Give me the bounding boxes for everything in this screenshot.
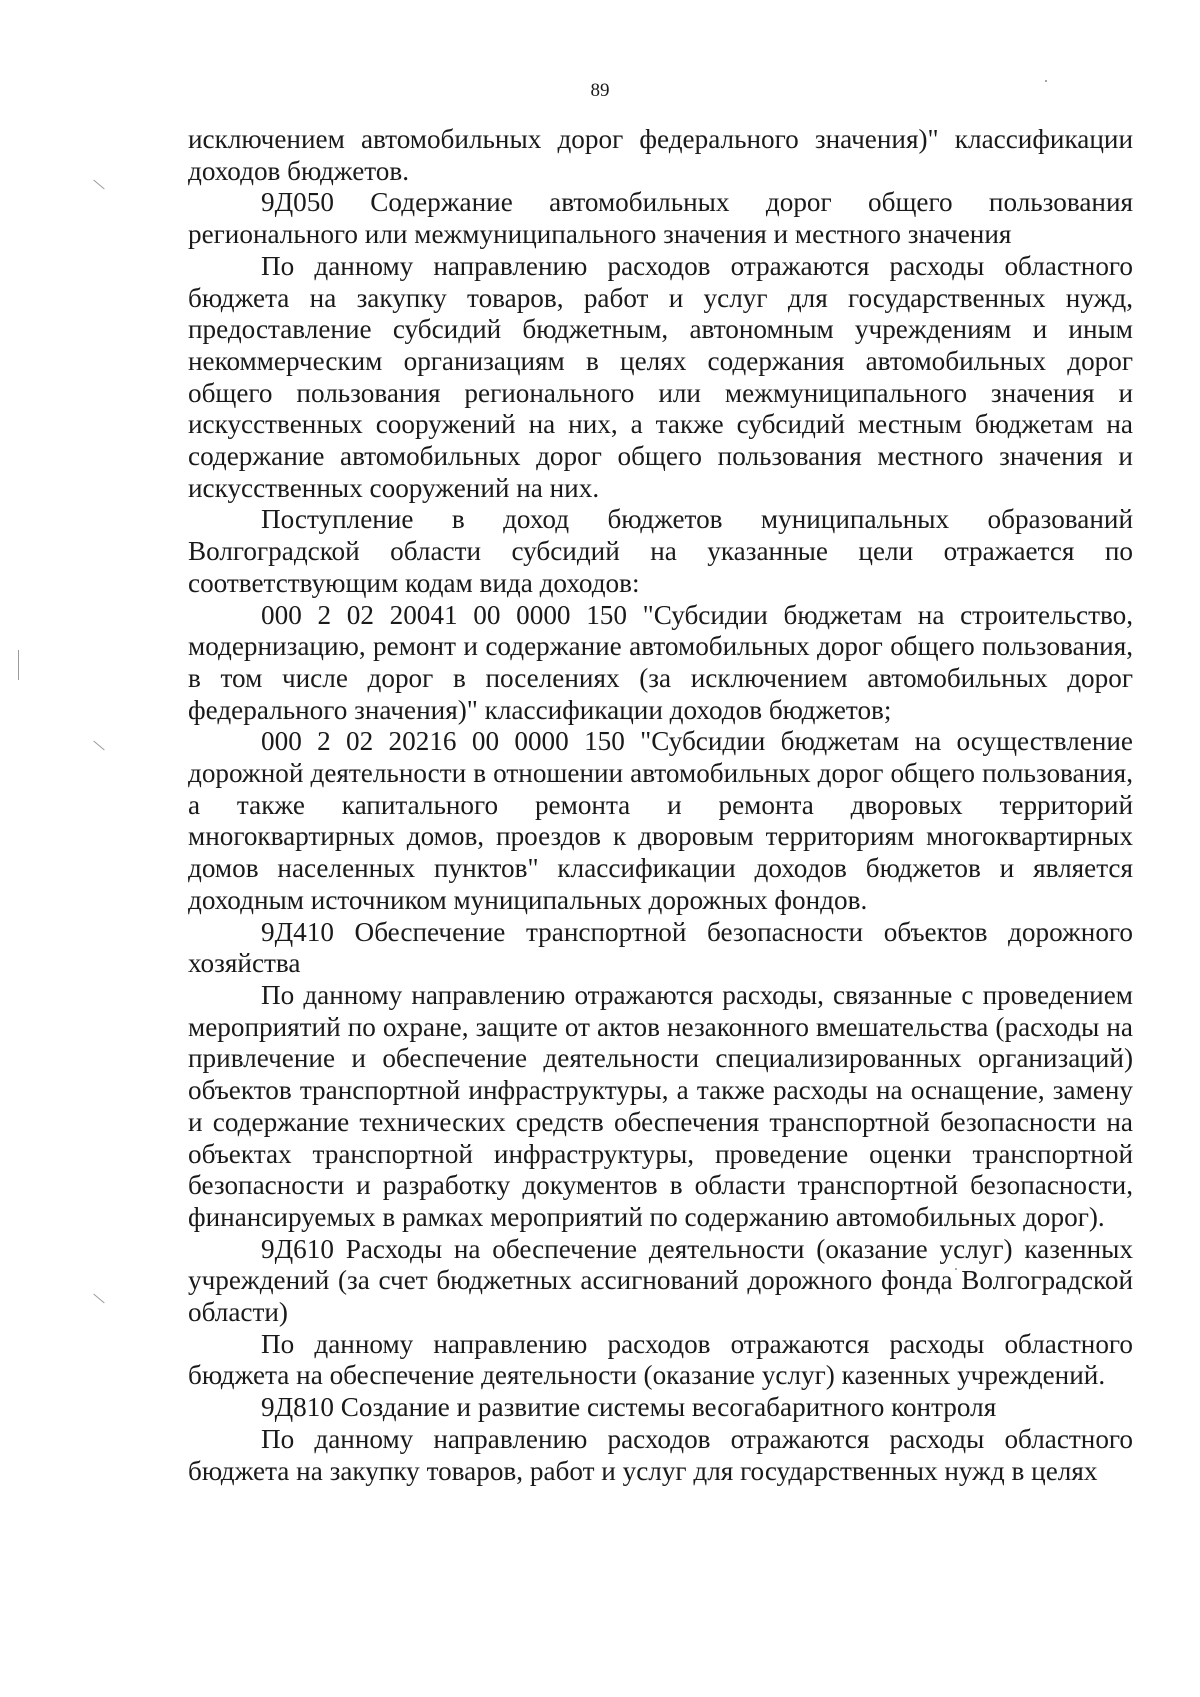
paragraph-9d410-description: По данному направлению отражаются расходы, связанные с проведением мероприятий по охране, защите от актов незаконного вмешательства (расходы на привлечение и обеспечение деятельности специализированных организаций) объектов транспортной инфраструктуры, а также расходы на оснащение, замену и содержание технических средств обеспечения транспортной безопасности на объектах транспортной инфраструктуры, проведение оценки транспортной безопасности и разработку документов в области транспортной безопасности, финансируемых в рамках мероприятий по содержанию автомобильных дорог). — [188, 979, 1133, 1232]
page-number: 89 — [590, 80, 610, 101]
scan-mark-left-4 — [18, 650, 19, 680]
paragraph-9d050-description: По данному направлению расходов отражаются расходы областного бюджета на закупку товаров, работ и услуг для государственных нужд, предоставление субсидий бюджетным, автономным учреждениям и иным некоммерческим организациям в целях содержания автомобильных дорог общего пользования регионального или межмуниципального значения и искусственных сооружений на них, а также субсидий местным бюджетам на содержание автомобильных дорог общего пользования местного значения и искусственных сооружений на них. — [188, 250, 1133, 503]
paragraph-income-code-20216: 000 2 02 20216 00 0000 150 "Субсидии бюджетам на осуществление дорожной деятельности в отношении автомобильных дорог общего пользования, а также капитального ремонта и ремонта дворовых территорий многоквартирных домов, проездов к дворовым территориям многоквартирных домов населенных пунктов" классификации доходов бюджетов и является доходным источником муниципальных дорожных фондов. — [188, 726, 1133, 915]
document-body — [188, 124, 1133, 1487]
scan-dot-1 — [1045, 80, 1047, 82]
section-heading-9d410: 9Д410 Обеспечение транспортной безопасности объектов дорожного хозяйства — [188, 916, 1133, 979]
paragraph-9d610-description: По данному направлению расходов отражаются расходы областного бюджета на обеспечение деятельности (оказание услуг) казенных учреждений. — [188, 1328, 1133, 1391]
paragraph-continuation: исключением автомобильных дорог федерального значения)" классификации доходов бюджетов. — [188, 124, 1133, 186]
scan-mark-left-3 — [93, 1294, 104, 1304]
paragraph-income-code-20041: 000 2 02 20041 00 0000 150 "Субсидии бюджетам на строительство, модернизацию, ремонт и содержание автомобильных дорог общего пользования, в том числе дорог в поселениях (за исключением автомобильных дорог федерального значения)" классификации доходов бюджетов; — [188, 599, 1133, 725]
section-heading-9d810: 9Д810 Создание и развитие системы весогабаритного контроля — [261, 1392, 997, 1423]
paragraph-income-intro: Поступление в доход бюджетов муниципальных образований Волгоградской области субсидий на указанные цели отражается по соответствующим кодам вида доходов: — [188, 504, 1133, 598]
section-heading-9d050: 9Д050 Содержание автомобильных дорог общего пользования регионального или межмуниципального значения и местного значения — [188, 187, 1133, 250]
scan-mark-left-1 — [93, 180, 104, 190]
section-heading-9d610: 9Д610 Расходы на обеспечение деятельности (оказание услуг) казенных учреждений (за счет бюджетных ассигнований дорожного фонда Волгоградской области) — [188, 1233, 1133, 1328]
paragraph-9d810-description: По данному направлению расходов отражаются расходы областного бюджета на закупку товаров, работ и услуг для государственных нужд в целях — [188, 1423, 1133, 1486]
scan-mark-left-2 — [93, 741, 104, 751]
